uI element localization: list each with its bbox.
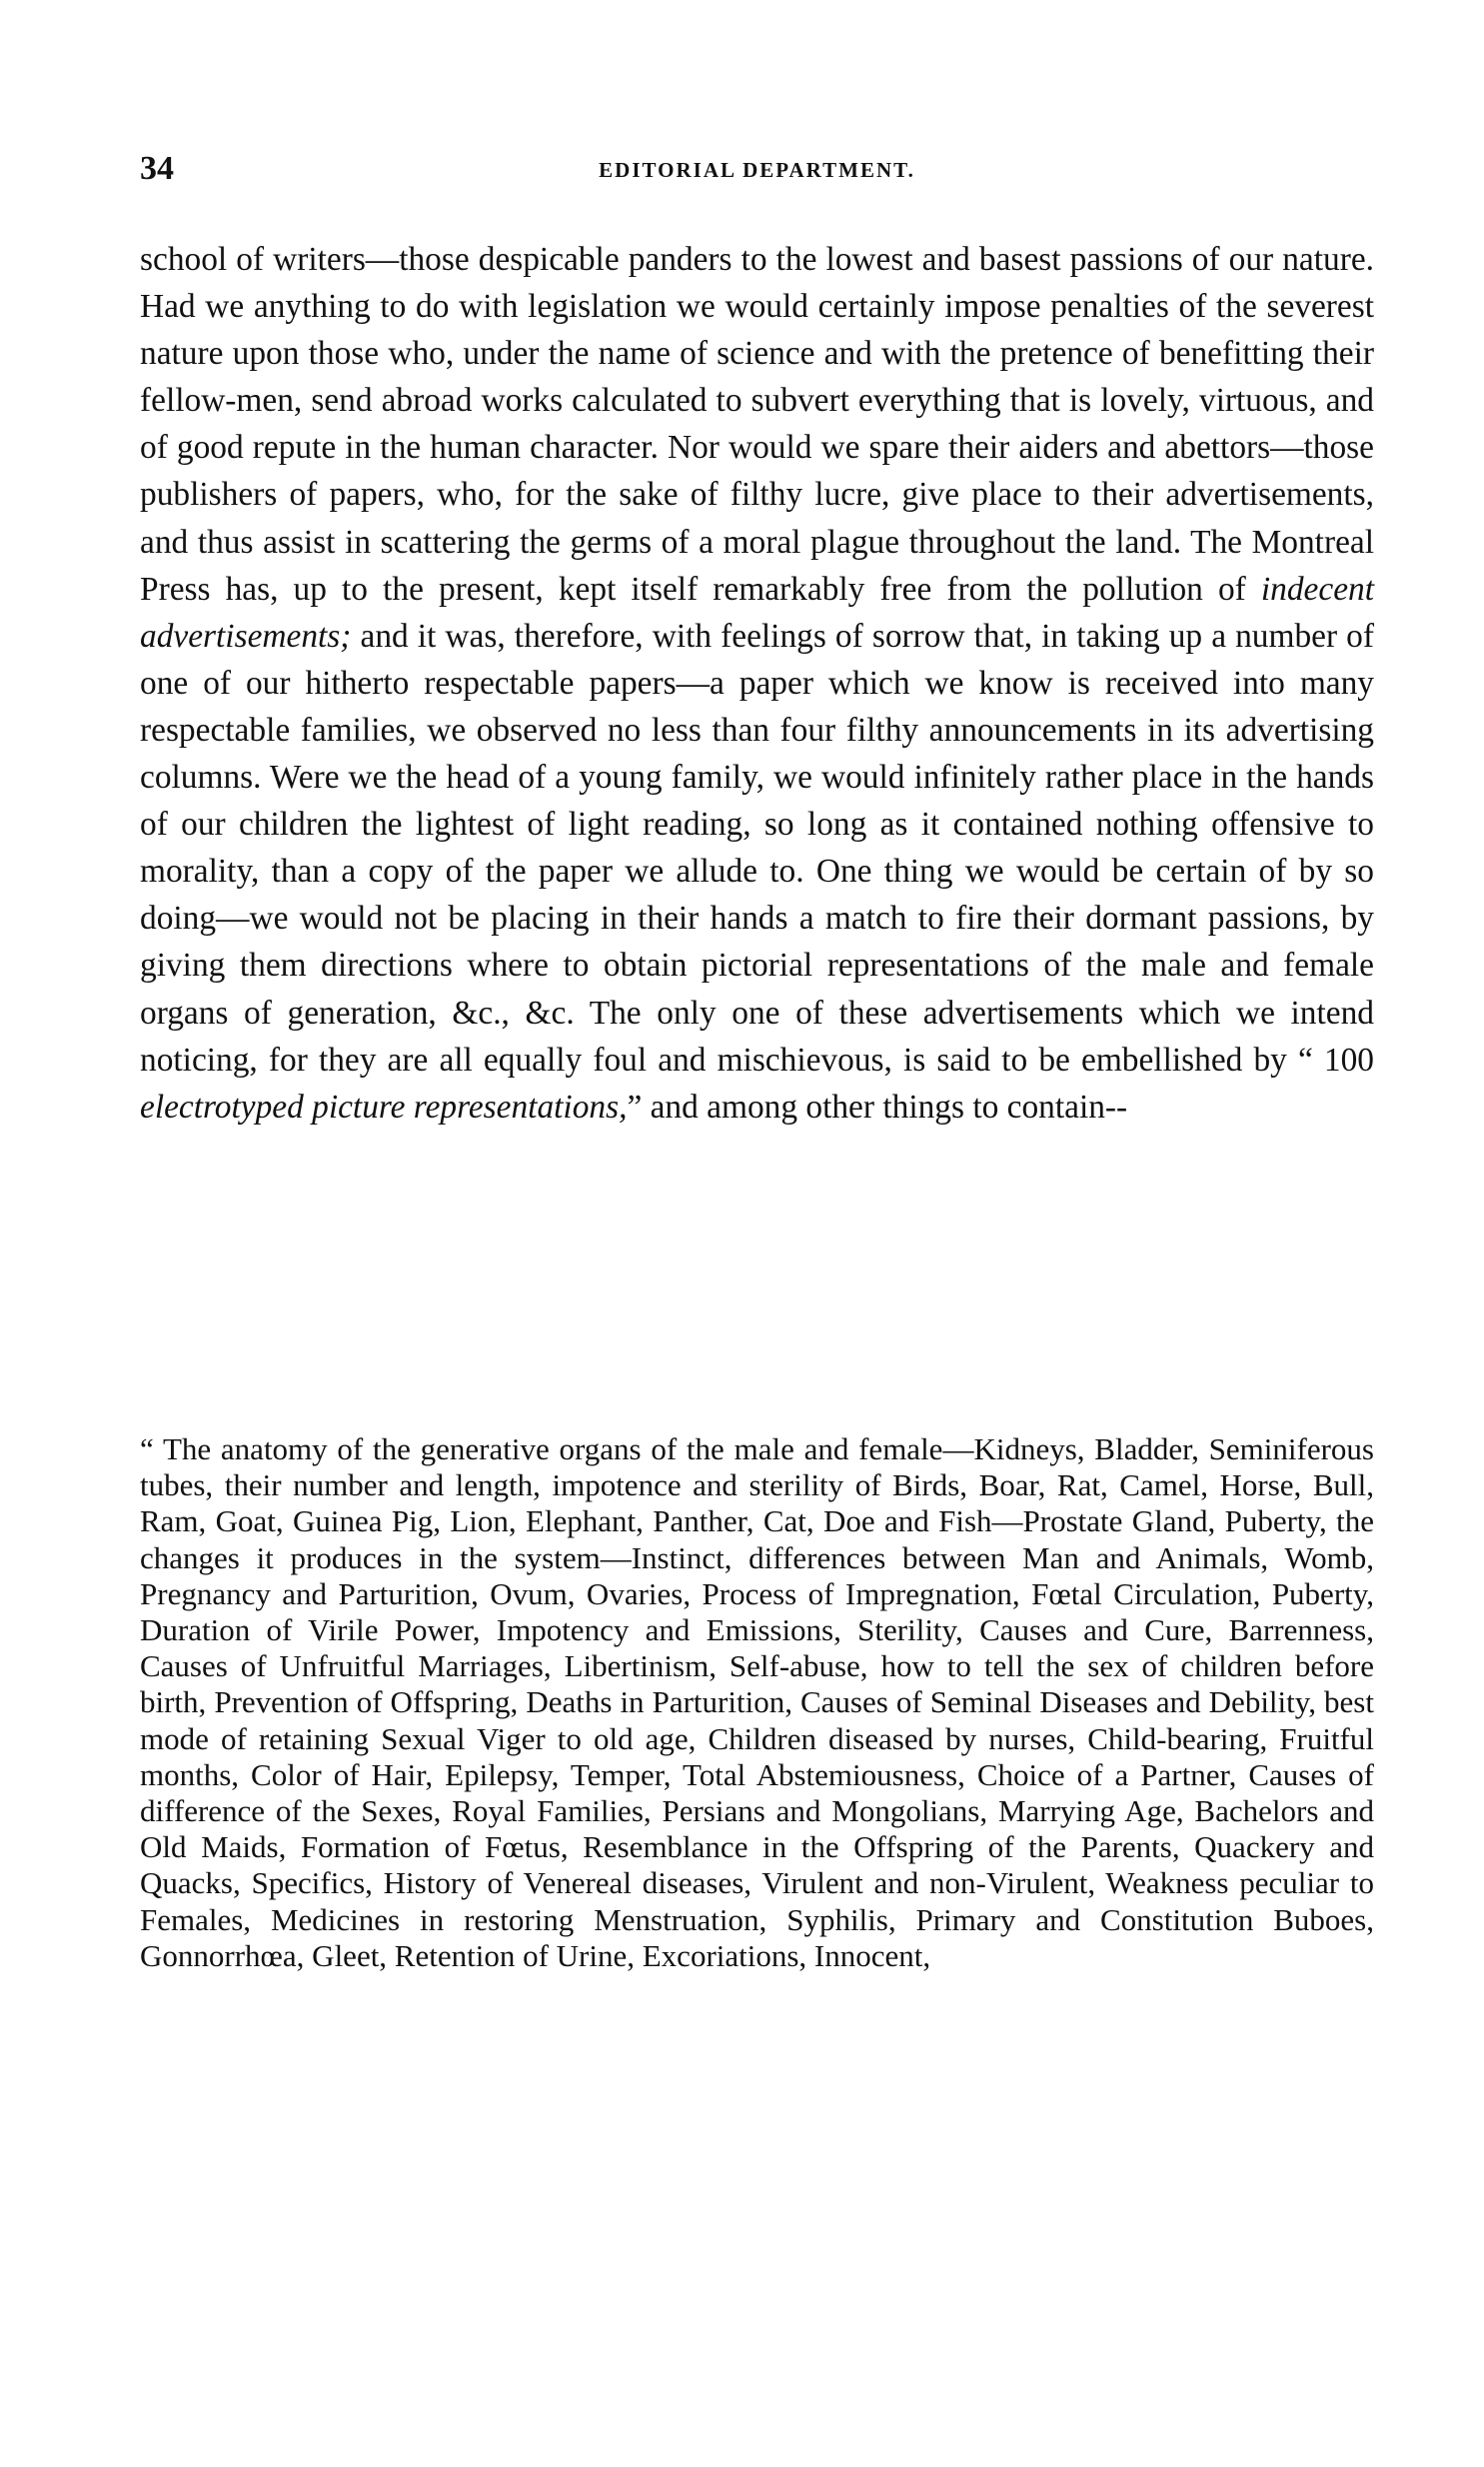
advertisement-quote: “ The anatomy of the generative organs of the male and female—Kidneys, Bladder, Seminiferous tubes, their number and length, impotence and sterility of Birds, Boar, Rat, Camel, Horse, Bull, Ram, Goat, Guinea Pig, Lion, Elephant, Panther, Cat, Doe and Fish—Prostate Gland, Puberty, the changes it produces in the system—Instinct, differences between Man and Animals, Womb, Pregnancy and Parturition, Ovum, Ovaries, Process of Impregnation, Fœtal Circulation, Puberty, Duration of Virile Power, Impotency and Emissions, Sterility, Causes and Cure, Barrenness, Causes of Unfruitful Marriages, Libertinism, Self-abuse, how to tell the sex of children before birth, Prevention of Offspring, Deaths in Parturition, Causes of Seminal Diseases and Debility, best mode of retaining Sexual Viger to old age, Children diseased by nurses, Child-bearing, Fruitful months, Color of Hair, Epilepsy, Temper, Total Abstemiousness, Choice of a Partner, Causes of difference of the Sexes, Royal Families, Persians and Mongolians, Marrying Age, Bachelors and Old Maids, Formation of Fœtus, Resemblance in the Offspring of the Parents, Quackery and Quacks, Specifics, History of Venereal diseases, Virulent and non-Virulent, Weakness peculiar to Females, Medicines in restoring Menstruation, Syphilis, Primary and Constitution Buboes, Gonnorrhœa, Gleet, Retention of Urine, Excoriations, Innocent, — [140, 1431, 1374, 1973]
running-head: EDITORIAL DEPARTMENT. — [599, 158, 915, 182]
italic-electrotyped-representations: electrotyped picture representations, — [140, 1088, 628, 1126]
page-header — [140, 150, 1374, 200]
page-number: 34 — [140, 150, 174, 187]
paragraph-text-part-2: and it was, therefore, with feelings of sorrow that, in taking up a number of one of our hitherto respectable papers—a paper which we know is received into many respectable families, we observed no less than four filthy announcements in its advertising columns. Were we the head of a young family, we would infinitely rather place in the hands of our children the lightest of light reading, so long as it contained nothing offensive to morality, than a copy of the paper we allude to. One thing we would be certain of by so doing—we would not be placing in their hands a match to fire their dormant passions, by giving them directions where to obtain pictorial representations of the male and female organs of generation, &c., &c. The only one of these advertisements which we intend noticing, for they are all equally foul and mischievous, is said to be embellished by “ 100 — [140, 617, 1374, 1079]
editorial-paragraph — [140, 236, 1374, 1131]
paragraph-text-part-3: ” and among other things to contain-- — [627, 1088, 1128, 1126]
italic-indecent-advertisements: indecent advertisements; — [140, 570, 1374, 655]
paragraph-text-part-1: school of writers—those despicable panders to the lowest and basest passions of our nature. Had we anything to do with legislation we would certainly impose penalties of the severest nature upon those who, under the name of science and with the pretence of benefitting their fellow-men, send abroad works calculated to subvert everything that is lovely, virtuous, and of good repute in the human character. Nor would we spare their aiders and abettors—those publishers of papers, who, for the sake of filthy lucre, give place to their advertisements, and thus assist in scattering the germs of a moral plague throughout the land. The Montreal Press has, up to the present, kept itself remarkably free from the pollution of — [140, 241, 1374, 608]
